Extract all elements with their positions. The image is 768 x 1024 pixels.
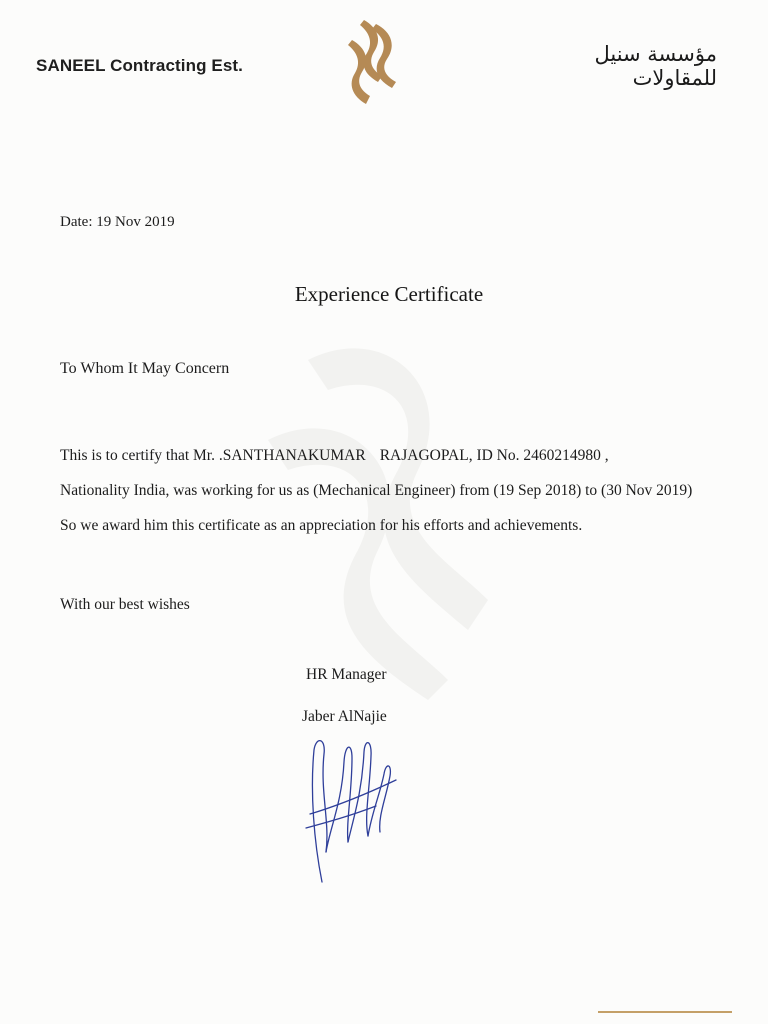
letter-date [60,214,175,231]
award-paragraph: So we award him this certificate as an appreciation for his efforts and achievements. [60,517,583,534]
closing-wishes: With our best wishes [60,596,190,613]
surname-id-text: RAJAGOPAL, ID No. 2460214980 , [379,447,609,464]
certify-line [60,438,700,473]
signatory-role: HR Manager [306,666,387,683]
certify-text: This is to certify that Mr. .SANTHANAKUMAR [60,447,366,464]
certificate-body [60,438,700,543]
company-name-ar: مؤسسة سنيل للمقاولات [594,42,717,90]
date-label: Date: [60,214,93,230]
company-name-en: SANEEL Contracting Est. [36,56,243,75]
handwritten-signature [300,732,404,888]
footer-rule [598,1011,732,1013]
salutation: To Whom It May Concern [60,360,230,377]
signatory-name: Jaber AlNajie [302,708,387,725]
employment-paragraph: Nationality India, was working for us as (Mechanical Engineer) from (19 Sep 2018) to (30 Nov 2019) [60,482,693,499]
saneel-logo-icon [336,18,412,108]
certificate-title: Experience Certificate [294,282,484,306]
date-value: 19 Nov 2019 [96,214,175,230]
